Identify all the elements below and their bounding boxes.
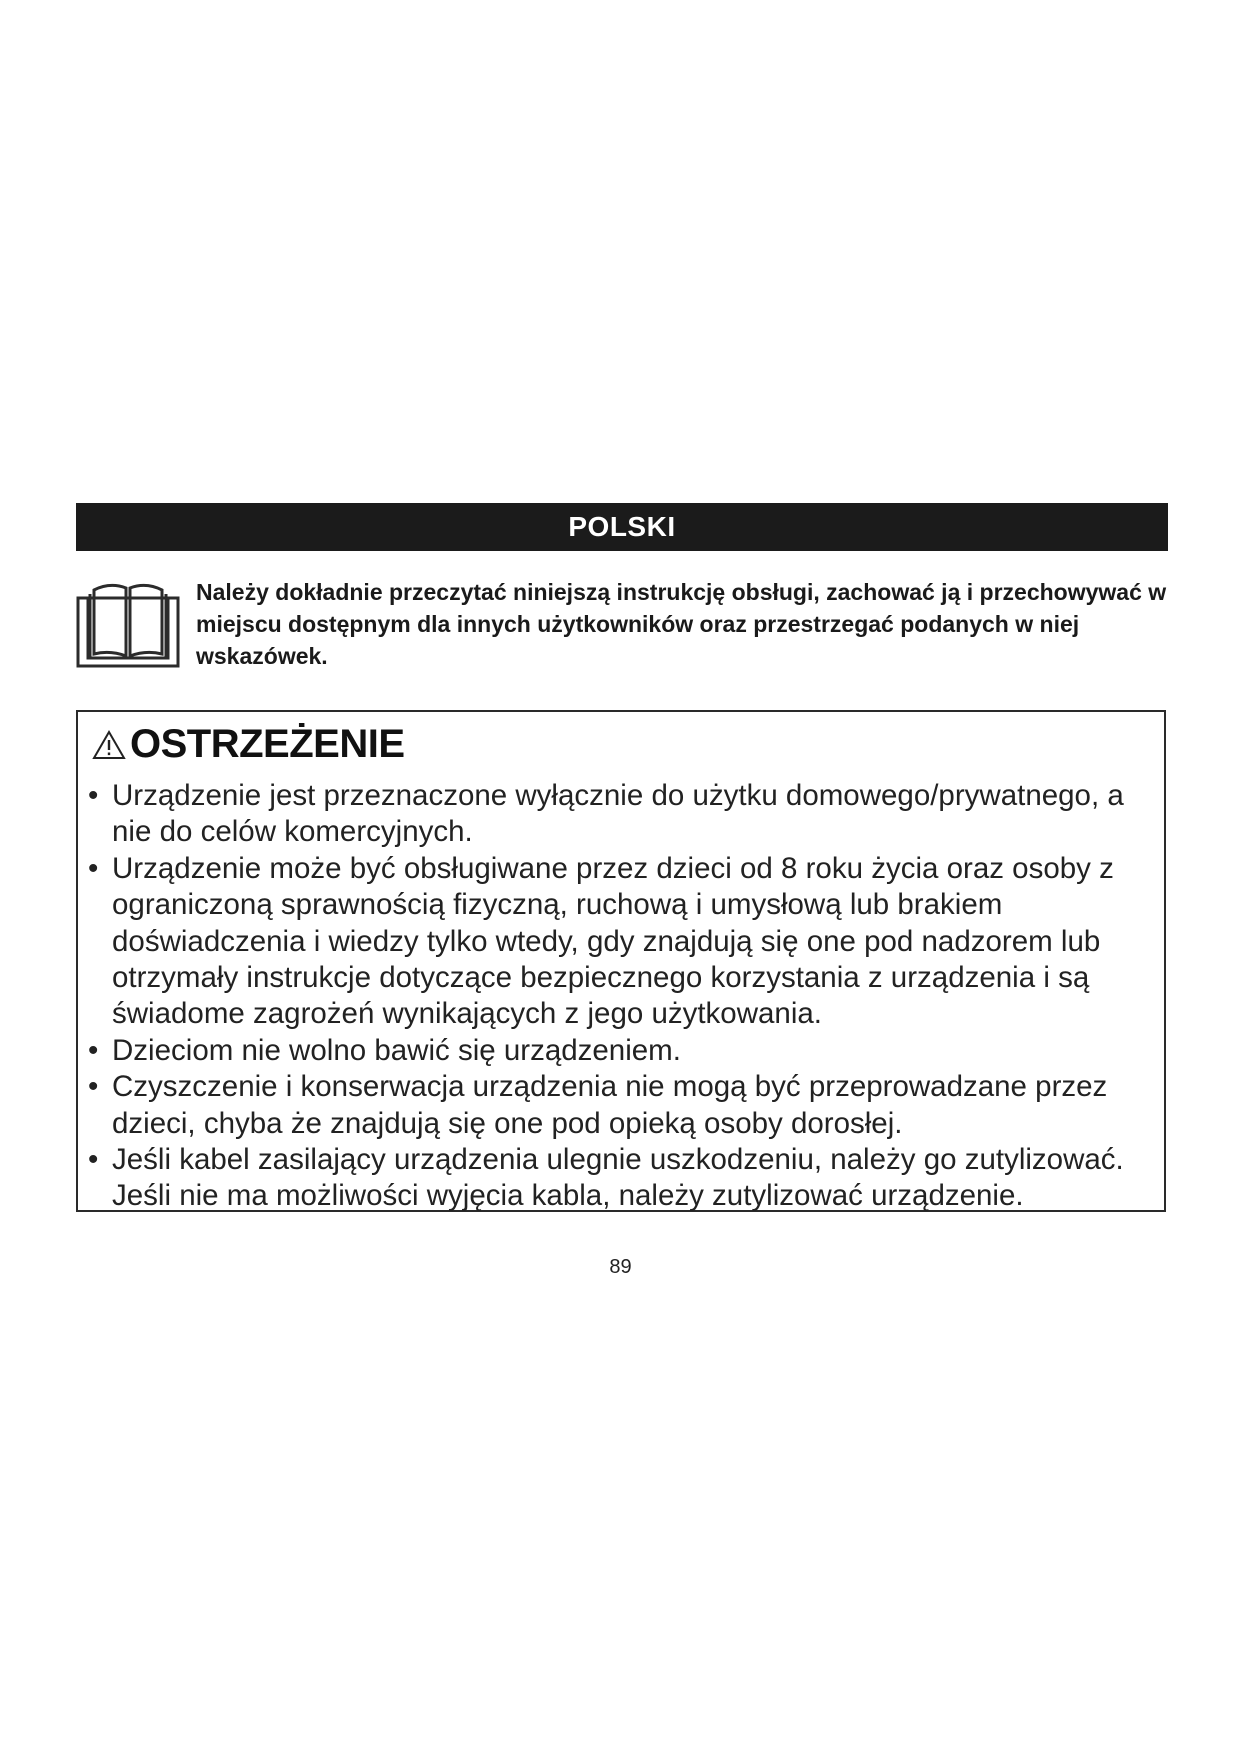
warning-item: • Urządzenie jest przeznaczone wyłącznie do użytku domowego/prywatnego, a nie do celów komercyjnych. (88, 778, 1158, 851)
warning-list (88, 778, 1158, 1215)
language-header-bar (76, 503, 1168, 551)
warning-triangle-icon (92, 729, 126, 761)
warning-item: • Czyszczenie i konserwacja urządzenia nie mogą być przeprowadzane przez dzieci, chyba że znajdują się one pod opieką osoby dorosłej. (88, 1069, 1158, 1142)
warning-item: • Dzieciom nie wolno bawić się urządzeniem. (88, 1033, 1158, 1069)
intro-instruction-text: Należy dokładnie przeczytać niniejszą instrukcję obsługi, zachować ją i przechowywać w miejscu dostępnym dla innych użytkowników oraz przestrzegać podanych w niej wskazówek. (196, 579, 1167, 669)
warning-box (76, 710, 1166, 1212)
open-book-icon (76, 578, 180, 668)
language-title: POLSKI (568, 511, 676, 542)
warning-item: • Urządzenie może być obsługiwane przez dzieci od 8 roku życia oraz osoby z ograniczoną sprawnością fizyczną, ruchową i umysłową lub brakiem doświadczenia i wiedzy tylko wtedy, gdy znajdują się one pod nadzorem lub otrzymały instrukcje dotyczące bezpiecznego korzystania z urządzenia i są świadome zagrożeń wynikających z jego użytkowania. (88, 851, 1158, 1033)
warning-title: OSTRZEŻENIE (130, 722, 405, 766)
page-number: 89 (609, 1256, 632, 1278)
warning-item: • Jeśli kabel zasilający urządzenia ulegnie uszkodzeniu, należy go zutylizować. Jeśli nie ma możliwości wyjęcia kabla, należy zutylizować urządzenie. (88, 1142, 1158, 1215)
warning-heading (92, 722, 405, 767)
